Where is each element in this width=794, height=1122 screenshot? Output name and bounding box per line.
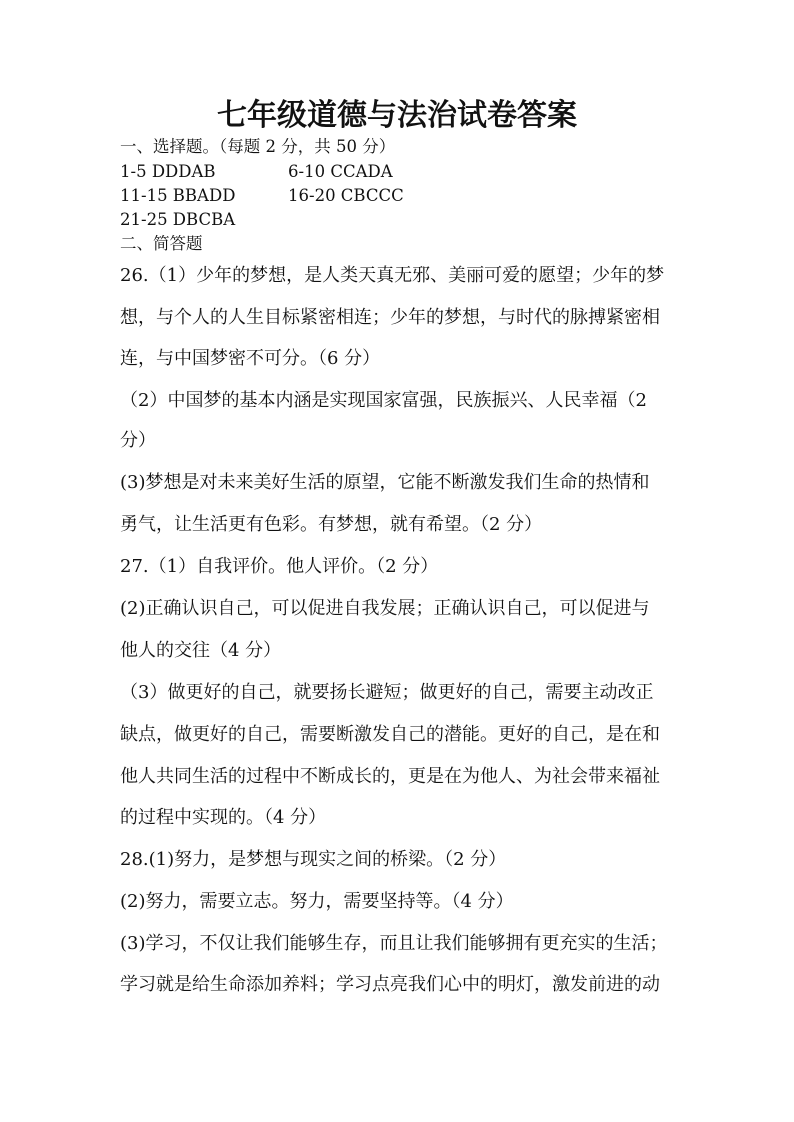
text-line: 的过程中实现的。（4 分） xyxy=(120,807,327,828)
text-line: 28.(1)努力，是梦想与现实之间的桥梁。（2 分） xyxy=(120,849,507,870)
answer-left: 1-5 DDDAB xyxy=(120,162,216,181)
text-line: 想，与个人的人生目标紧密相连；少年的梦想，与时代的脉搏紧密相 xyxy=(120,307,660,328)
text-line: 27.（1）自我评价。他人评价。（2 分） xyxy=(120,556,439,577)
page-title: 七年级道德与法治试卷答案 xyxy=(217,98,577,133)
answer-left: 11-15 BBADD xyxy=(120,186,236,205)
answer-right: 16-20 CBCCC xyxy=(288,186,404,205)
answer-row xyxy=(120,161,393,183)
section2-heading: 二、简答题 xyxy=(120,234,203,253)
answer-right: 6-10 CCADA xyxy=(288,162,393,181)
answer-left: 21-25 DBCBA xyxy=(120,210,236,229)
text-line: 26.（1）少年的梦想，是人类天真无邪、美丽可爱的愿望；少年的梦 xyxy=(120,265,665,286)
text-line: (2)努力，需要立志。努力，需要坚持等。（4 分） xyxy=(120,891,514,912)
text-line: 连，与中国梦密不可分。（6 分） xyxy=(120,348,381,369)
answer-row xyxy=(120,209,235,231)
text-line: 他人的交往（4 分） xyxy=(120,640,282,661)
text-line: (3)梦想是对未来美好生活的原望，它能不断激发我们生命的热情和 xyxy=(120,472,650,493)
answer-row xyxy=(120,185,404,207)
text-line: 他人共同生活的过程中不断成长的，更是在为他人、为社会带来福祉 xyxy=(120,766,660,787)
text-line: 勇气，让生活更有色彩。有梦想，就有希望。（2 分） xyxy=(120,514,543,535)
text-line: 学习就是给生命添加养料；学习点亮我们心中的明灯，激发前进的动 xyxy=(120,974,660,995)
section1-heading: 一、选择题。（每题 2 分，共 50 分） xyxy=(120,137,396,156)
text-line: (3)学习，不仅让我们能够生存，而且让我们能够拥有更充实的生活； xyxy=(120,933,668,954)
text-line: 缺点，做更好的自己，需要断激发自己的潜能。更好的自己，是在和 xyxy=(120,724,660,745)
text-line: （2）中国梦的基本内涵是实现国家富强，民族振兴、人民幸福（2 xyxy=(120,390,647,411)
text-line: 分） xyxy=(120,430,156,451)
text-line: (2)正确认识自己，可以促进自我发展；正确认识自己，可以促进与 xyxy=(120,598,650,619)
text-line: （3）做更好的自己，就要扬长避短；做更好的自己，需要主动改正 xyxy=(120,682,654,703)
